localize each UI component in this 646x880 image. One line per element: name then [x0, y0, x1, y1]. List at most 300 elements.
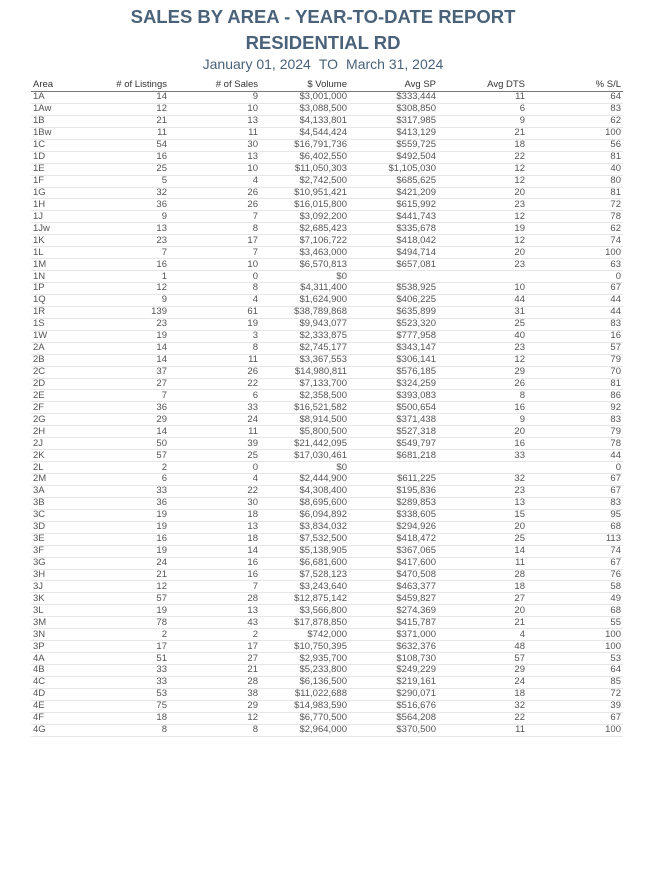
cell-pct-sl: 39 — [527, 700, 623, 712]
cell-avg-sp: $370,500 — [349, 724, 438, 736]
cell-avg-dts: 12 — [438, 235, 527, 247]
cell-pct-sl: 64 — [527, 665, 623, 677]
cell-sales: 16 — [169, 569, 260, 581]
cell-volume: $9,943,077 — [260, 318, 349, 330]
cell-area: 3E — [31, 533, 91, 545]
table-row — [31, 629, 623, 641]
col-volume-header: $ Volume — [260, 79, 349, 92]
cell-avg-sp: $635,899 — [349, 306, 438, 318]
cell-pct-sl: 67 — [527, 283, 623, 295]
table-row — [31, 474, 623, 486]
cell-avg-dts: 22 — [438, 712, 527, 724]
cell-sales: 7 — [169, 211, 260, 223]
cell-avg-sp: $338,605 — [349, 509, 438, 521]
cell-volume: $0 — [260, 271, 349, 283]
cell-volume: $14,983,590 — [260, 700, 349, 712]
col-listings-header: # of Listings — [91, 79, 169, 92]
cell-area: 4B — [31, 665, 91, 677]
cell-listings: 23 — [91, 235, 169, 247]
cell-listings: 19 — [91, 330, 169, 342]
cell-pct-sl: 16 — [527, 330, 623, 342]
col-avg-dts-header: Avg DTS — [438, 79, 527, 92]
cell-volume: $3,243,640 — [260, 581, 349, 593]
cell-avg-dts: 12 — [438, 211, 527, 223]
cell-avg-dts: 10 — [438, 283, 527, 295]
cell-sales: 18 — [169, 533, 260, 545]
cell-sales: 26 — [169, 366, 260, 378]
cell-avg-sp: $294,926 — [349, 521, 438, 533]
cell-volume: $6,570,813 — [260, 259, 349, 271]
table-row — [31, 366, 623, 378]
cell-area: 3L — [31, 605, 91, 617]
cell-area: 4C — [31, 676, 91, 688]
cell-volume: $16,015,800 — [260, 199, 349, 211]
cell-avg-dts: 32 — [438, 700, 527, 712]
cell-pct-sl: 67 — [527, 712, 623, 724]
cell-area: 1Jw — [31, 223, 91, 235]
cell-volume: $3,001,000 — [260, 92, 349, 104]
cell-avg-dts: 23 — [438, 342, 527, 354]
col-sales-header: # of Sales — [169, 79, 260, 92]
report-title: SALES BY AREA - YEAR-TO-DATE REPORT — [130, 6, 516, 27]
cell-avg-dts: 11 — [438, 92, 527, 104]
cell-pct-sl: 44 — [527, 294, 623, 306]
cell-sales: 26 — [169, 199, 260, 211]
cell-area: 1K — [31, 235, 91, 247]
table-row — [31, 688, 623, 700]
cell-pct-sl: 67 — [527, 557, 623, 569]
cell-avg-sp: $335,678 — [349, 223, 438, 235]
cell-listings: 25 — [91, 163, 169, 175]
cell-area: 2D — [31, 378, 91, 390]
cell-area: 3B — [31, 497, 91, 509]
cell-listings: 11 — [91, 127, 169, 139]
table-row — [31, 199, 623, 211]
cell-volume: $8,914,500 — [260, 414, 349, 426]
cell-volume: $5,800,500 — [260, 426, 349, 438]
cell-avg-dts: 18 — [438, 139, 527, 151]
cell-pct-sl: 100 — [527, 641, 623, 653]
cell-sales: 39 — [169, 438, 260, 450]
cell-pct-sl: 44 — [527, 450, 623, 462]
cell-avg-sp: $564,208 — [349, 712, 438, 724]
cell-avg-dts: 27 — [438, 593, 527, 605]
cell-pct-sl: 100 — [527, 127, 623, 139]
date-from: January 01, 2024 — [202, 56, 311, 72]
cell-sales: 13 — [169, 115, 260, 127]
cell-listings: 19 — [91, 521, 169, 533]
cell-pct-sl: 58 — [527, 581, 623, 593]
table-row — [31, 259, 623, 271]
cell-area: 3H — [31, 569, 91, 581]
cell-volume: $3,367,553 — [260, 354, 349, 366]
cell-area: 1M — [31, 259, 91, 271]
cell-pct-sl: 63 — [527, 259, 623, 271]
cell-avg-sp: $406,225 — [349, 294, 438, 306]
cell-listings: 16 — [91, 533, 169, 545]
cell-volume: $742,000 — [260, 629, 349, 641]
table-row — [31, 402, 623, 414]
date-to-word: TO — [318, 56, 339, 72]
cell-listings: 14 — [91, 426, 169, 438]
cell-pct-sl: 83 — [527, 103, 623, 115]
cell-sales: 10 — [169, 163, 260, 175]
cell-listings: 33 — [91, 665, 169, 677]
cell-volume: $5,233,800 — [260, 665, 349, 677]
table-row — [31, 306, 623, 318]
cell-avg-sp: $576,185 — [349, 366, 438, 378]
table-row — [31, 223, 623, 235]
cell-area: 1E — [31, 163, 91, 175]
cell-sales: 22 — [169, 485, 260, 497]
cell-volume: $6,681,600 — [260, 557, 349, 569]
table-row — [31, 163, 623, 175]
cell-avg-sp: $249,229 — [349, 665, 438, 677]
cell-avg-dts: 16 — [438, 402, 527, 414]
cell-area: 1H — [31, 199, 91, 211]
cell-listings: 2 — [91, 629, 169, 641]
cell-sales: 22 — [169, 378, 260, 390]
cell-area: 3F — [31, 545, 91, 557]
cell-avg-dts: 12 — [438, 175, 527, 187]
col-avg-sp-header: Avg SP — [349, 79, 438, 92]
cell-avg-sp: $492,504 — [349, 151, 438, 163]
cell-volume: $16,521,582 — [260, 402, 349, 414]
cell-volume: $2,333,875 — [260, 330, 349, 342]
cell-area: 1G — [31, 187, 91, 199]
table-row — [31, 533, 623, 545]
table-row — [31, 103, 623, 115]
cell-pct-sl: 40 — [527, 163, 623, 175]
cell-sales: 33 — [169, 402, 260, 414]
table-row — [31, 545, 623, 557]
cell-avg-dts: 20 — [438, 521, 527, 533]
cell-pct-sl: 74 — [527, 545, 623, 557]
cell-listings: 139 — [91, 306, 169, 318]
cell-pct-sl: 68 — [527, 521, 623, 533]
cell-listings: 9 — [91, 211, 169, 223]
cell-listings: 7 — [91, 390, 169, 402]
table-row — [31, 283, 623, 295]
cell-avg-sp: $777,958 — [349, 330, 438, 342]
cell-pct-sl: 70 — [527, 366, 623, 378]
cell-sales: 18 — [169, 509, 260, 521]
cell-sales: 10 — [169, 259, 260, 271]
cell-listings: 14 — [91, 342, 169, 354]
cell-avg-dts: 11 — [438, 557, 527, 569]
cell-sales: 9 — [169, 92, 260, 104]
cell-area: 3D — [31, 521, 91, 533]
table-row — [31, 438, 623, 450]
cell-avg-dts: 21 — [438, 617, 527, 629]
cell-avg-sp: $108,730 — [349, 653, 438, 665]
cell-volume: $38,789,868 — [260, 306, 349, 318]
cell-pct-sl: 86 — [527, 390, 623, 402]
cell-avg-sp: $317,985 — [349, 115, 438, 127]
cell-listings: 37 — [91, 366, 169, 378]
cell-avg-dts: 33 — [438, 450, 527, 462]
cell-avg-dts: 9 — [438, 414, 527, 426]
cell-avg-sp: $324,259 — [349, 378, 438, 390]
cell-listings: 33 — [91, 485, 169, 497]
table-row — [31, 569, 623, 581]
cell-avg-dts: 32 — [438, 474, 527, 486]
cell-listings: 7 — [91, 247, 169, 259]
table-row — [31, 450, 623, 462]
cell-volume: $1,624,900 — [260, 294, 349, 306]
cell-avg-dts: 40 — [438, 330, 527, 342]
table-row — [31, 151, 623, 163]
cell-sales: 27 — [169, 653, 260, 665]
cell-avg-dts: 13 — [438, 497, 527, 509]
cell-listings: 50 — [91, 438, 169, 450]
table-row — [31, 211, 623, 223]
cell-listings: 32 — [91, 187, 169, 199]
cell-volume: $2,745,177 — [260, 342, 349, 354]
cell-area: 4D — [31, 688, 91, 700]
cell-pct-sl: 62 — [527, 115, 623, 127]
cell-avg-sp: $523,320 — [349, 318, 438, 330]
cell-area: 1Aw — [31, 103, 91, 115]
cell-sales: 25 — [169, 450, 260, 462]
cell-listings: 19 — [91, 545, 169, 557]
table-row — [31, 330, 623, 342]
cell-volume: $6,770,500 — [260, 712, 349, 724]
cell-sales: 13 — [169, 151, 260, 163]
cell-volume: $17,030,461 — [260, 450, 349, 462]
cell-pct-sl: 81 — [527, 187, 623, 199]
cell-volume: $10,750,395 — [260, 641, 349, 653]
cell-listings: 8 — [91, 724, 169, 736]
cell-avg-sp: $219,161 — [349, 676, 438, 688]
table-row — [31, 271, 623, 283]
cell-listings: 16 — [91, 151, 169, 163]
table-row — [31, 712, 623, 724]
table-row — [31, 676, 623, 688]
cell-avg-dts: 9 — [438, 115, 527, 127]
cell-avg-sp: $615,992 — [349, 199, 438, 211]
table-row — [31, 414, 623, 426]
cell-avg-sp: $413,129 — [349, 127, 438, 139]
cell-sales: 11 — [169, 354, 260, 366]
table-row — [31, 426, 623, 438]
cell-avg-dts: 20 — [438, 426, 527, 438]
date-to: March 31, 2024 — [346, 56, 444, 72]
cell-area: 1P — [31, 283, 91, 295]
cell-sales: 29 — [169, 700, 260, 712]
cell-avg-sp: $371,000 — [349, 629, 438, 641]
cell-sales: 12 — [169, 712, 260, 724]
cell-avg-sp: $527,318 — [349, 426, 438, 438]
cell-volume: $2,742,500 — [260, 175, 349, 187]
cell-volume: $7,532,500 — [260, 533, 349, 545]
table-row — [31, 175, 623, 187]
cell-area: 1S — [31, 318, 91, 330]
cell-avg-dts: 23 — [438, 199, 527, 211]
cell-pct-sl: 79 — [527, 426, 623, 438]
cell-avg-dts: 57 — [438, 653, 527, 665]
cell-listings: 18 — [91, 712, 169, 724]
cell-pct-sl: 74 — [527, 235, 623, 247]
cell-area: 1R — [31, 306, 91, 318]
cell-area: 1L — [31, 247, 91, 259]
cell-avg-dts: 21 — [438, 127, 527, 139]
cell-sales: 14 — [169, 545, 260, 557]
cell-volume: $2,935,700 — [260, 653, 349, 665]
cell-avg-sp: $632,376 — [349, 641, 438, 653]
cell-avg-sp: $516,676 — [349, 700, 438, 712]
cell-avg-dts: 28 — [438, 569, 527, 581]
cell-sales: 8 — [169, 223, 260, 235]
cell-avg-dts: 12 — [438, 354, 527, 366]
table-row — [31, 127, 623, 139]
cell-volume: $3,088,500 — [260, 103, 349, 115]
cell-listings: 12 — [91, 283, 169, 295]
table-row — [31, 342, 623, 354]
cell-listings: 19 — [91, 509, 169, 521]
cell-pct-sl: 92 — [527, 402, 623, 414]
cell-volume: $3,092,200 — [260, 211, 349, 223]
cell-avg-sp: $306,141 — [349, 354, 438, 366]
cell-pct-sl: 0 — [527, 271, 623, 283]
cell-avg-sp — [349, 462, 438, 474]
table-row — [31, 294, 623, 306]
cell-avg-dts — [438, 462, 527, 474]
cell-area: 1F — [31, 175, 91, 187]
cell-avg-sp: $421,209 — [349, 187, 438, 199]
cell-volume: $4,308,400 — [260, 485, 349, 497]
cell-avg-dts: 48 — [438, 641, 527, 653]
cell-sales: 8 — [169, 283, 260, 295]
cell-avg-sp: $274,369 — [349, 605, 438, 617]
cell-listings: 6 — [91, 474, 169, 486]
cell-volume: $3,463,000 — [260, 247, 349, 259]
cell-volume: $6,402,550 — [260, 151, 349, 163]
cell-sales: 6 — [169, 390, 260, 402]
cell-area: 1J — [31, 211, 91, 223]
table-row — [31, 462, 623, 474]
cell-listings: 75 — [91, 700, 169, 712]
cell-sales: 17 — [169, 641, 260, 653]
cell-sales: 4 — [169, 294, 260, 306]
cell-sales: 26 — [169, 187, 260, 199]
cell-avg-sp: $290,071 — [349, 688, 438, 700]
cell-area: 2G — [31, 414, 91, 426]
cell-listings: 36 — [91, 497, 169, 509]
cell-avg-dts: 20 — [438, 605, 527, 617]
cell-avg-dts: 15 — [438, 509, 527, 521]
cell-sales: 10 — [169, 103, 260, 115]
cell-listings: 14 — [91, 92, 169, 104]
table-row — [31, 354, 623, 366]
cell-volume: $7,133,700 — [260, 378, 349, 390]
cell-area: 2A — [31, 342, 91, 354]
cell-avg-dts: 22 — [438, 151, 527, 163]
cell-volume: $3,834,032 — [260, 521, 349, 533]
cell-area: 2K — [31, 450, 91, 462]
cell-area: 1Q — [31, 294, 91, 306]
cell-sales: 8 — [169, 342, 260, 354]
cell-pct-sl: 55 — [527, 617, 623, 629]
cell-avg-dts: 25 — [438, 533, 527, 545]
cell-avg-dts: 16 — [438, 438, 527, 450]
cell-avg-dts: 6 — [438, 103, 527, 115]
cell-avg-sp: $371,438 — [349, 414, 438, 426]
cell-pct-sl: 83 — [527, 414, 623, 426]
cell-avg-dts: 29 — [438, 366, 527, 378]
table-row — [31, 497, 623, 509]
cell-listings: 36 — [91, 402, 169, 414]
cell-area: 2C — [31, 366, 91, 378]
cell-listings: 27 — [91, 378, 169, 390]
cell-area: 3J — [31, 581, 91, 593]
cell-avg-dts: 20 — [438, 247, 527, 259]
cell-area: 1D — [31, 151, 91, 163]
cell-sales: 13 — [169, 521, 260, 533]
cell-area: 1A — [31, 92, 91, 104]
cell-pct-sl: 79 — [527, 354, 623, 366]
cell-listings: 12 — [91, 103, 169, 115]
table-row — [31, 92, 623, 104]
cell-sales: 30 — [169, 139, 260, 151]
cell-avg-sp: $441,743 — [349, 211, 438, 223]
cell-area: 2M — [31, 474, 91, 486]
cell-sales: 0 — [169, 271, 260, 283]
table-row — [31, 139, 623, 151]
cell-volume: $7,528,123 — [260, 569, 349, 581]
cell-sales: 3 — [169, 330, 260, 342]
cell-pct-sl: 57 — [527, 342, 623, 354]
cell-sales: 4 — [169, 175, 260, 187]
cell-pct-sl: 56 — [527, 139, 623, 151]
cell-avg-sp: $333,444 — [349, 92, 438, 104]
cell-avg-sp: $417,600 — [349, 557, 438, 569]
cell-avg-sp: $393,083 — [349, 390, 438, 402]
cell-avg-dts: 25 — [438, 318, 527, 330]
cell-listings: 5 — [91, 175, 169, 187]
cell-area: 3G — [31, 557, 91, 569]
col-area-header: Area — [31, 79, 91, 92]
cell-area: 3K — [31, 593, 91, 605]
cell-avg-sp: $418,472 — [349, 533, 438, 545]
cell-avg-sp: $463,377 — [349, 581, 438, 593]
cell-volume: $4,544,424 — [260, 127, 349, 139]
cell-listings: 17 — [91, 641, 169, 653]
cell-avg-dts: 4 — [438, 629, 527, 641]
cell-listings: 16 — [91, 259, 169, 271]
cell-sales: 16 — [169, 557, 260, 569]
cell-avg-sp: $681,218 — [349, 450, 438, 462]
cell-area: 3P — [31, 641, 91, 653]
table-row — [31, 235, 623, 247]
cell-sales: 2 — [169, 629, 260, 641]
cell-volume: $6,094,892 — [260, 509, 349, 521]
cell-avg-sp: $418,042 — [349, 235, 438, 247]
cell-area: 3M — [31, 617, 91, 629]
cell-sales: 61 — [169, 306, 260, 318]
cell-avg-sp: $494,714 — [349, 247, 438, 259]
cell-avg-dts: 12 — [438, 163, 527, 175]
cell-listings: 23 — [91, 318, 169, 330]
cell-volume: $4,133,801 — [260, 115, 349, 127]
cell-sales: 43 — [169, 617, 260, 629]
cell-avg-sp — [349, 271, 438, 283]
cell-area: 2B — [31, 354, 91, 366]
cell-area: 4E — [31, 700, 91, 712]
cell-avg-dts: 14 — [438, 545, 527, 557]
cell-pct-sl: 83 — [527, 318, 623, 330]
cell-volume: $10,951,421 — [260, 187, 349, 199]
